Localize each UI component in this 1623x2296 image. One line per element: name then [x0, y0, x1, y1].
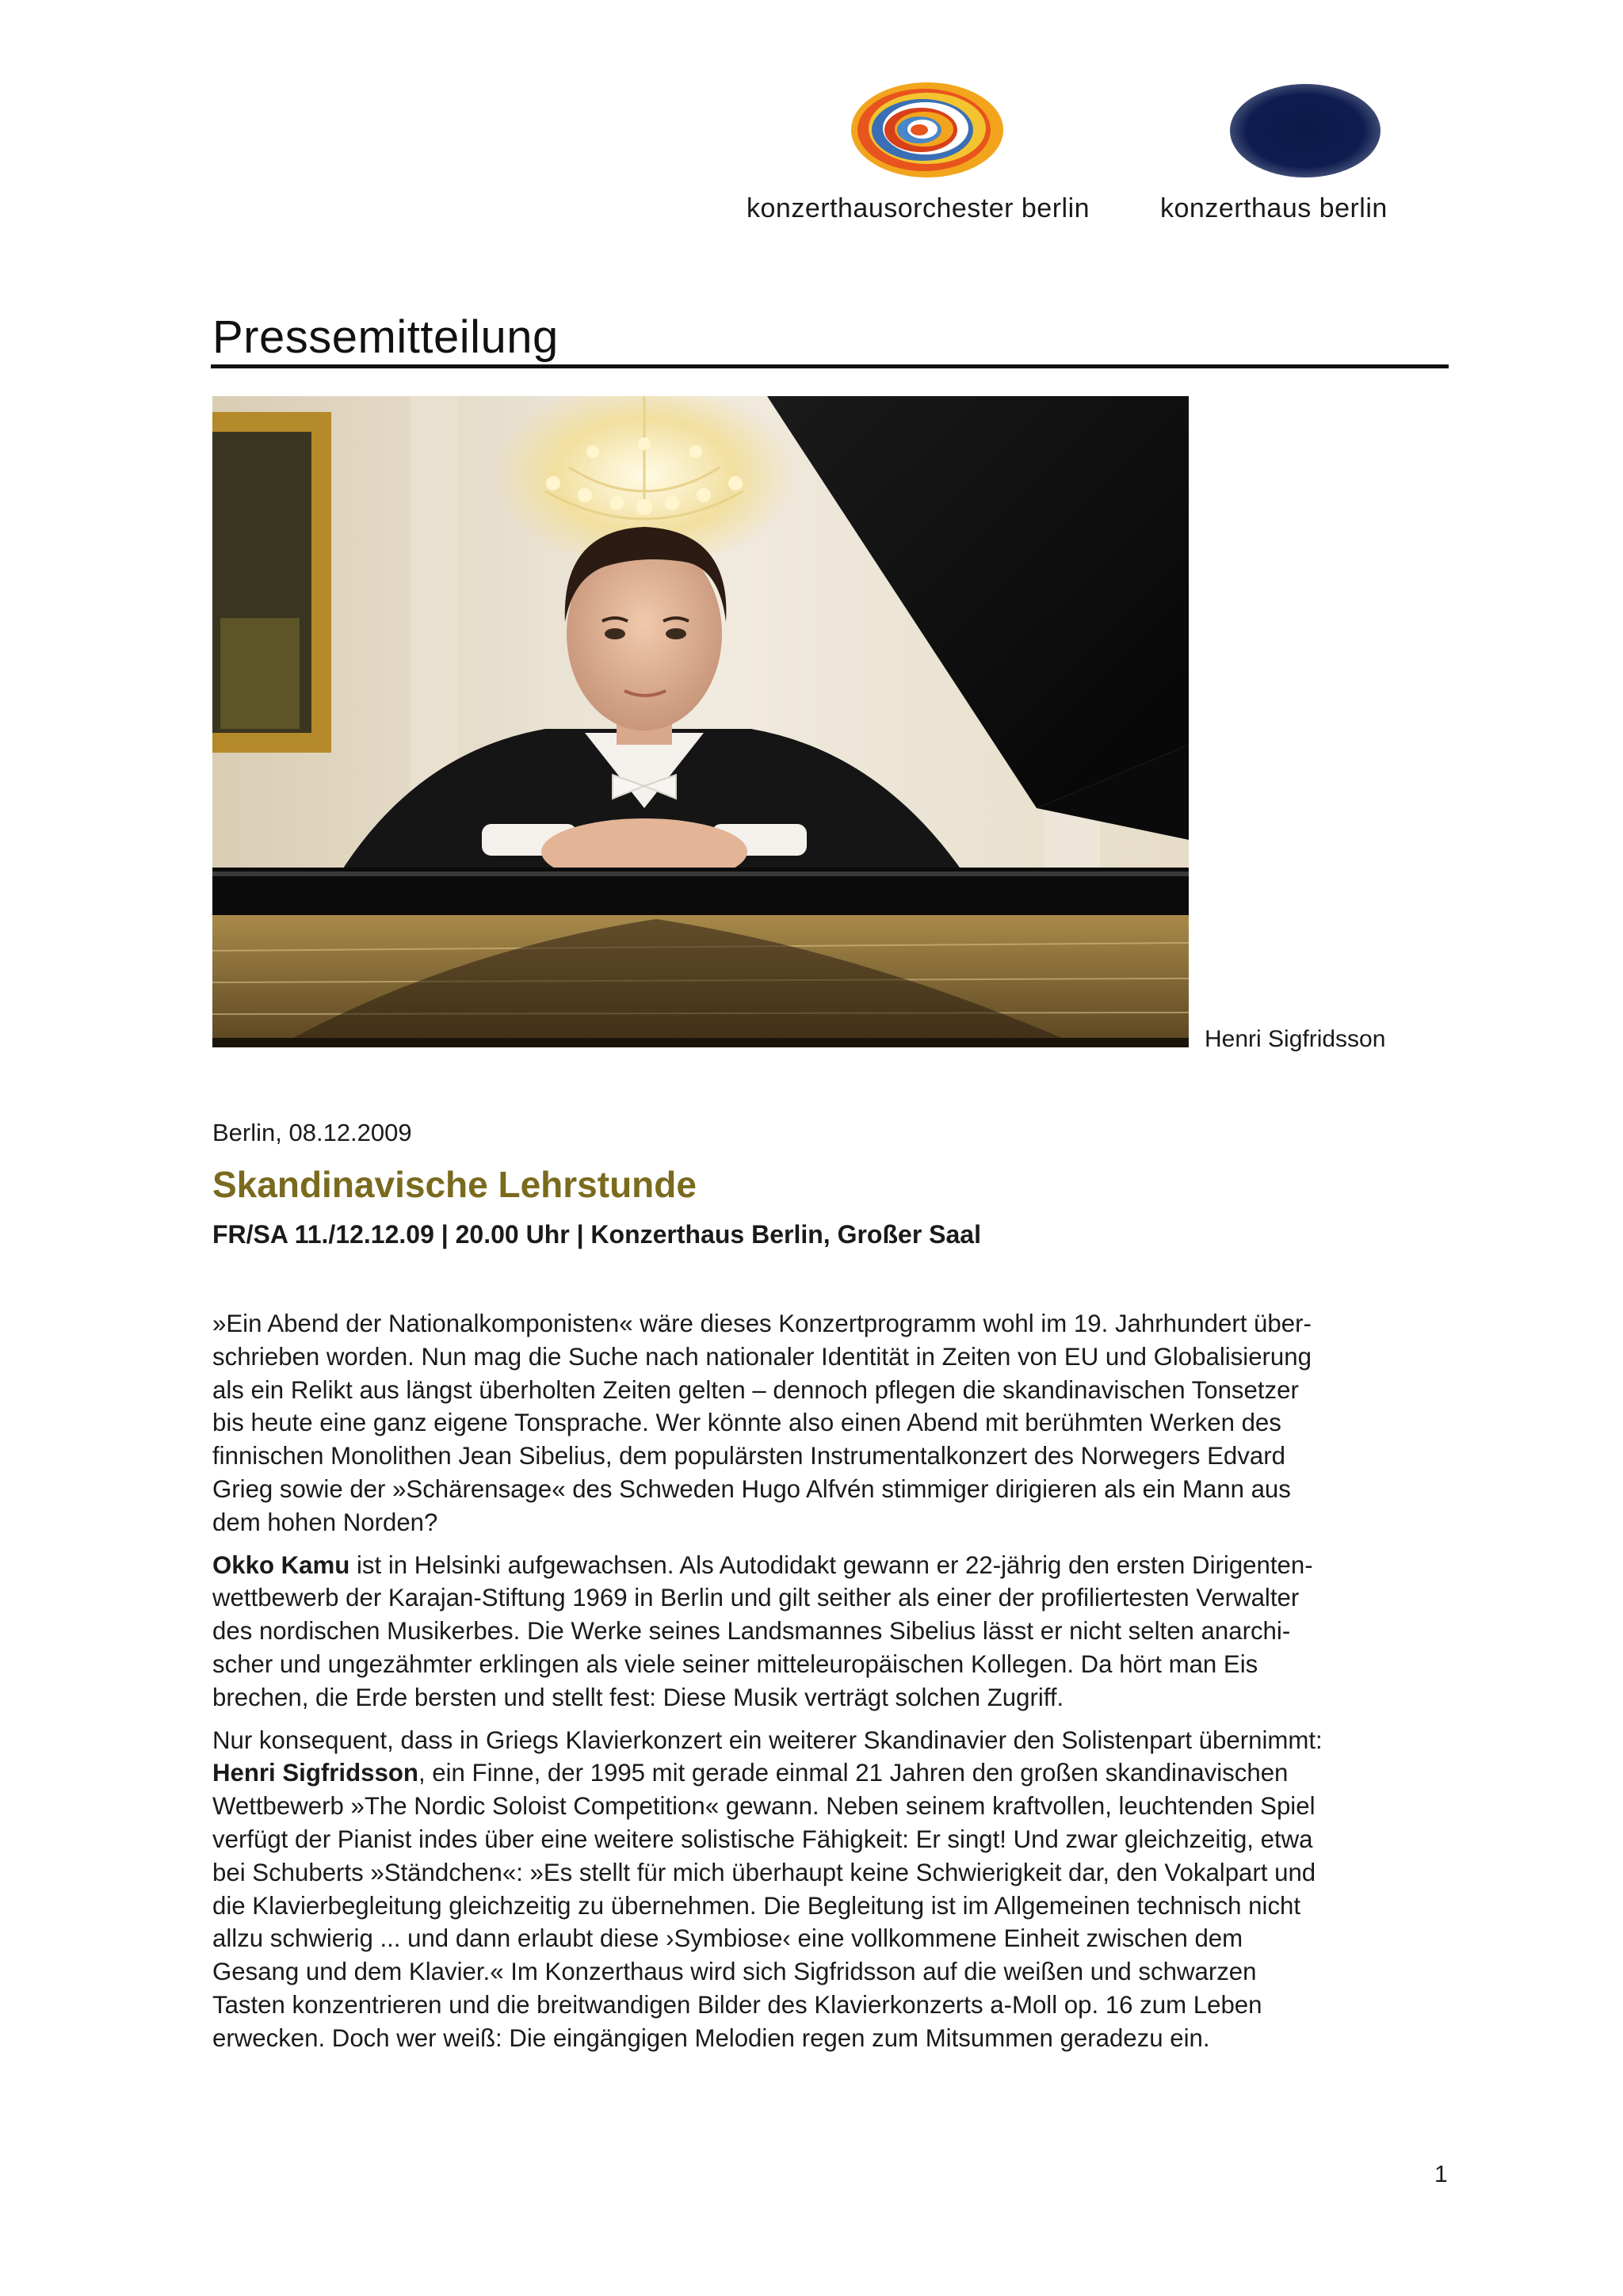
body-line: schrieben worden. Nun mag die Suche nach nationaler Identität in Zeiten von EU und Globalisierung	[212, 1342, 1312, 1371]
body-line: »Ein Abend der Nationalkomponisten« wäre dieses Konzertprogramm wohl im 19. Jahrhundert über-	[212, 1310, 1312, 1337]
body-line-rest: , ein Finne, der 1995 mit gerade einmal 21 Jahren den großen skandinavischen	[418, 1759, 1289, 1787]
paragraph-1	[212, 1307, 1449, 1539]
body-line: Gesang und dem Klavier.« Im Konzerthaus wird sich Sigfridsson auf die weißen und schwarzen	[212, 1958, 1257, 1986]
orchestra-swirl-icon	[848, 79, 1006, 181]
paragraph-3	[212, 1724, 1449, 2055]
konzerthausorchester-logo	[737, 79, 1117, 230]
konzerthaus-blob-icon	[1230, 84, 1381, 177]
body-line-rest: ist in Helsinki aufgewachsen. Als Autodidakt gewann er 22-jährig den ersten Dirigenten-	[349, 1550, 1313, 1579]
body-line: bei Schuberts »Ständchen«: »Es stellt für mich überhaupt keine Schwierigkeit dar, den Vokalpart und	[212, 1858, 1316, 1886]
event-details: FR/SA 11./12.12.09 | 20.00 Uhr | Konzerthaus Berlin, Großer Saal	[212, 1220, 981, 1249]
header-logos	[737, 79, 1419, 230]
name-okko-kamu: Okko Kamu	[212, 1550, 350, 1579]
orchestra-logo-text: konzerthausorchester berlin	[747, 193, 1090, 223]
body-line	[212, 1756, 1449, 1790]
article-body	[212, 1307, 1449, 2065]
body-line: wettbewerb der Karajan-Stiftung 1969 in Berlin und gilt seither als einer der profiliertesten Verwalter	[212, 1584, 1300, 1612]
body-line: die Klavierbegleitung gleichzeitig zu übernehmen. Die Begleitung ist im Allgemeinen technisch nicht	[212, 1891, 1301, 1920]
document-title: Pressemitteilung	[212, 311, 559, 363]
title-divider	[211, 364, 1449, 368]
body-line: finnischen Monolithen Jean Sibelius, dem populärsten Instrumentalkonzert des Norwegers Edvard	[212, 1442, 1285, 1470]
body-line: Nur konsequent, dass in Griegs Klavierkonzert ein weiterer Skandinavier den Solistenpart übernimmt:	[212, 1726, 1323, 1754]
body-line: bis heute eine ganz eigene Tonsprache. Wer könnte also einen Abend mit berühmten Werken des	[212, 1409, 1281, 1437]
body-line: dem hohen Norden?	[212, 1508, 438, 1536]
paragraph-2	[212, 1549, 1449, 1714]
headline: Skandinavische Lehrstunde	[212, 1164, 697, 1205]
body-line: allzu schwierig ... und dann erlaubt diese ›Symbiose‹ eine vollkommene Einheit zwischen dem	[212, 1924, 1243, 1953]
body-line: als ein Relikt aus längst überholten Zeiten gelten – dennoch pflegen die skandinavischen Tonsetzer	[212, 1375, 1299, 1404]
body-line: des nordischen Musikerbes. Die Werke seines Landsmannes Sibelius lässt er nicht selten anarchi-	[212, 1617, 1291, 1646]
body-line: Wettbewerb »The Nordic Soloist Competition« gewann. Neben seinem kraftvollen, leuchtenden Spiel	[212, 1792, 1316, 1821]
body-line	[212, 1549, 1449, 1582]
pianist-photo	[212, 396, 1189, 1047]
body-line: Grieg sowie der »Schärensage« des Schweden Hugo Alfvén stimmiger dirigieren als ein Mann aus	[212, 1474, 1291, 1503]
body-line: erwecken. Doch wer weiß: Die eingängigen Melodien regen zum Mitsummen geradezu ein.	[212, 2023, 1210, 2052]
body-line: scher und ungezähmter erklingen als viele seiner mitteleuropäischen Kollegen. Da hört man Eis	[212, 1650, 1258, 1678]
photo-caption: Henri Sigfridsson	[1205, 1026, 1386, 1052]
konzerthaus-logo	[1157, 79, 1419, 230]
page-number: 1	[1434, 2161, 1448, 2187]
konzerthaus-logo-text: konzerthaus berlin	[1160, 193, 1388, 223]
name-henri-sigfridsson: Henri Sigfridsson	[212, 1759, 418, 1787]
body-line: brechen, die Erde bersten und stellt fest: Diese Musik verträgt solchen Zugriff.	[212, 1683, 1064, 1711]
dateline: Berlin, 08.12.2009	[212, 1119, 412, 1146]
body-line: Tasten konzentrieren und die breitwandigen Bilder des Klavierkonzerts a-Moll op. 16 zum Leben	[212, 1990, 1262, 2019]
body-line: verfügt der Pianist indes über eine weitere solistische Fähigkeit: Er singt! Und zwar gleichzeitig, etwa	[212, 1825, 1313, 1853]
